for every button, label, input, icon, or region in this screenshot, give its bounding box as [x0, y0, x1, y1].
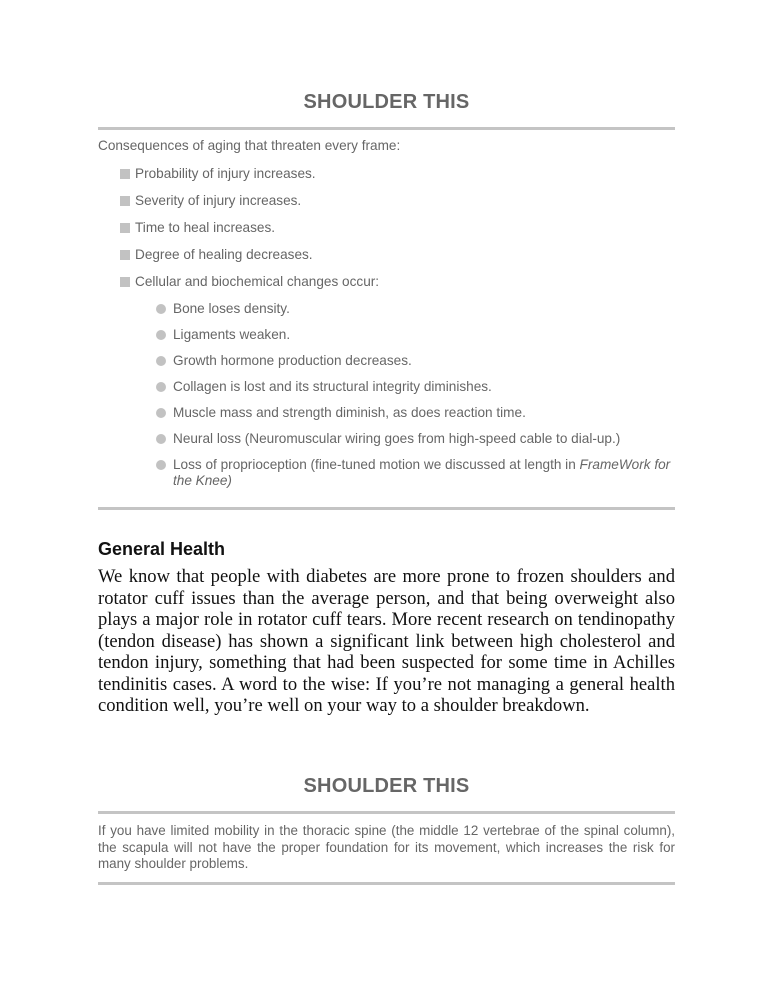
sidebar-body: If you have limited mobility in the thoracic spine (the middle 12 vertebrae of the spinal column), the scapula will not have the proper foundation for its movement, which increases the risk for many shoulder problems. [98, 823, 675, 871]
sub-list-item-text: Muscle mass and strength diminish, as does reaction time. [173, 405, 526, 420]
sub-list-item-text: Neural loss (Neuromuscular wiring goes from high-speed cable to dial-up.) [173, 431, 621, 446]
round-bullet-icon [156, 304, 166, 314]
sidebar-top-rule [98, 811, 675, 814]
sub-list-item-text: Loss of proprioception (fine-tuned motion we discussed at length in [173, 457, 580, 472]
sub-list-item-text: Ligaments weaken. [173, 327, 291, 342]
sub-list-item [98, 301, 675, 327]
sub-list-item [98, 327, 675, 353]
sub-list-item [98, 457, 675, 489]
sub-list-item-text: Growth hormone production decreases. [173, 353, 412, 368]
round-bullet-icon [156, 330, 166, 340]
list-item-text: Severity of injury increases. [135, 193, 302, 208]
sub-list-item [98, 379, 675, 405]
square-bullet-icon [120, 169, 130, 179]
square-bullet-icon [120, 223, 130, 233]
square-bullet-icon [120, 196, 130, 206]
round-bullet-icon [156, 382, 166, 392]
sub-list-item [98, 431, 675, 457]
section-body: We know that people with diabetes are more prone to frozen shoulders and rotator cuff issues than the average person, and that being overweight also plays a major role in rotator cuff tears. More recent research on tendinopathy (tendon disease) has shown a significant link between high cholesterol and tendon injury, something that had been suspected for some time in Achilles tendinitis cases. A word to the wise: If you’re not managing a general health condition well, you’re well on your way to a shoulder breakdown. [98, 566, 675, 716]
list-item-text: Cellular and biochemical changes occur: [135, 274, 380, 289]
list-item-text: Degree of healing decreases. [135, 247, 313, 262]
list-item [98, 193, 675, 220]
sidebar-top-rule [98, 127, 675, 130]
cellular-change-list [98, 301, 675, 489]
book-title: FrameWork for the Knee) [173, 457, 671, 488]
list-item [98, 274, 675, 301]
round-bullet-icon [156, 408, 166, 418]
list-item [98, 247, 675, 274]
sub-list-item [98, 405, 675, 431]
sub-list-item [98, 353, 675, 379]
sidebar-title: SHOULDER THIS [303, 775, 470, 797]
sidebar-bottom-rule [98, 882, 675, 885]
list-item [98, 166, 675, 193]
list-item [98, 220, 675, 247]
list-item-text: Probability of injury increases. [135, 166, 316, 181]
sub-list-item-text: Collagen is lost and its structural integrity diminishes. [173, 379, 492, 394]
sidebar-bottom-rule [98, 507, 675, 510]
sidebar-intro: Consequences of aging that threaten every frame: [98, 138, 401, 153]
aging-consequence-list [98, 166, 675, 301]
round-bullet-icon [156, 356, 166, 366]
square-bullet-icon [120, 250, 130, 260]
section-heading: General Health [98, 539, 226, 559]
sidebar-title: SHOULDER THIS [303, 91, 470, 113]
list-item-text: Time to heal increases. [135, 220, 276, 235]
sub-list-item-text: Bone loses density. [173, 301, 290, 316]
square-bullet-icon [120, 277, 130, 287]
round-bullet-icon [156, 434, 166, 444]
round-bullet-icon [156, 460, 166, 470]
